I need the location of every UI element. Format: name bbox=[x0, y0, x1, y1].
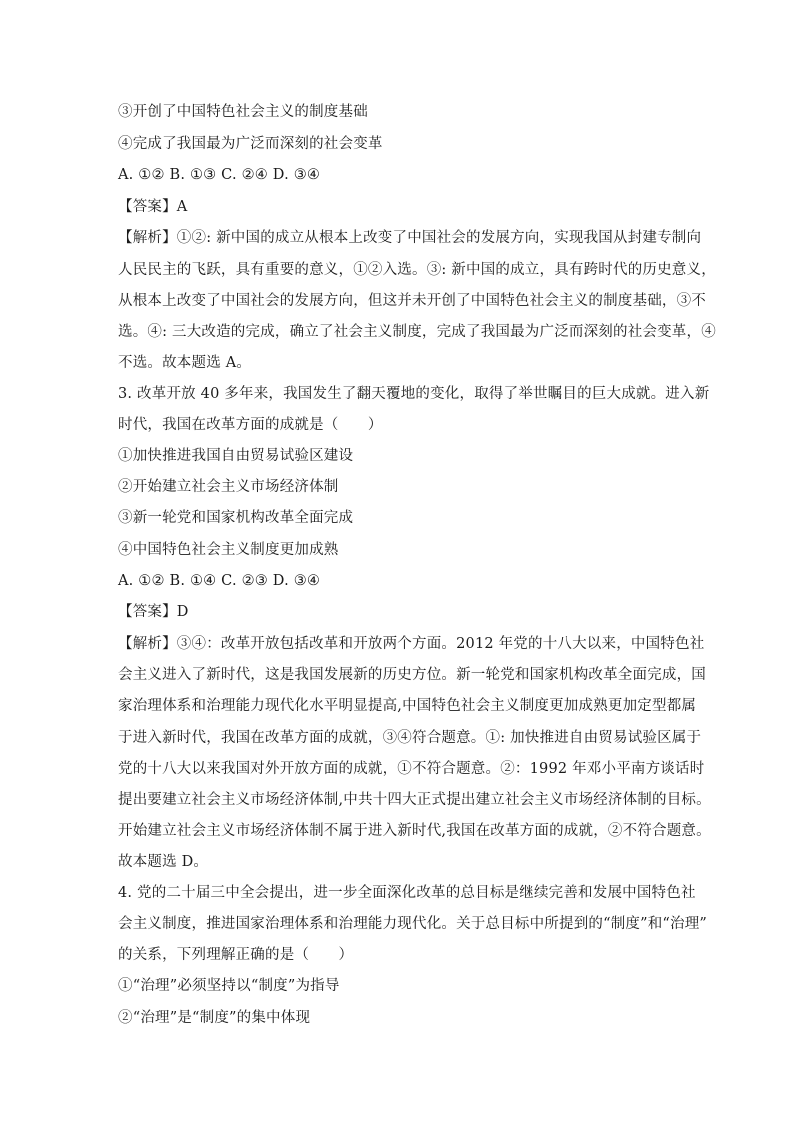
answer-choices: A. ①② B. ①③ C. ②④ D. ③④ bbox=[118, 167, 321, 183]
answer-label: 【答案】D bbox=[118, 604, 189, 620]
option-line: ①加快推进我国自由贸易试验区建设 bbox=[118, 448, 354, 464]
analysis-line: 提出要建立社会主义市场经济体制,中共十四大正式提出建立社会主义市场经济体制的目标。 bbox=[118, 792, 711, 808]
question-4-stem: 的关系，下列理解正确的是（ ） bbox=[118, 947, 354, 963]
option-3-line: ③开创了中国特色社会主义的制度基础 bbox=[118, 104, 368, 120]
question-3-stem: 时代，我国在改革方面的成就是（ ） bbox=[118, 417, 383, 433]
analysis-line: 于进入新时代，我国在改革方面的成就，③④符合题意。①: 加快推进自由贸易试验区属于 bbox=[118, 730, 702, 746]
option-4-line: ④完成了我国最为广泛而深刻的社会变革 bbox=[118, 136, 383, 152]
analysis-line: 【解析】③④：改革开放包括改革和开放两个方面。2012 年党的十八大以来，中国特色社 bbox=[118, 636, 705, 652]
question-3-stem: 3. 改革开放 40 多年来，我国发生了翻天覆地的变化，取得了举世瞩目的巨大成就。进入新 bbox=[118, 386, 710, 402]
question-4-stem: 4. 党的二十届三中全会提出，进一步全面深化改革的总目标是继续完善和发展中国特色社 bbox=[118, 885, 696, 901]
answer-choices: A. ①② B. ①④ C. ②③ D. ③④ bbox=[118, 573, 321, 589]
analysis-line: 开始建立社会主义市场经济体制不属于进入新时代,我国在改革方面的成就，②不符合题意。 bbox=[118, 823, 711, 839]
analysis-line: 选。④: 三大改造的完成，确立了社会主义制度，完成了我国最为广泛而深刻的社会变革，④ bbox=[118, 324, 716, 340]
option-line: ①“治理”必须坚持以“制度”为指导 bbox=[118, 978, 340, 994]
option-line: ④中国特色社会主义制度更加成熟 bbox=[118, 542, 339, 558]
analysis-line: 家治理体系和治理能力现代化水平明显提高,中国特色社会主义制度更加成熟更加定型都属 bbox=[118, 698, 697, 714]
analysis-line: 不选。故本题选 A。 bbox=[118, 355, 252, 371]
question-4-stem: 会主义制度，推进国家治理体系和治理能力现代化。关于总目标中所提到的“制度”和“治理” bbox=[118, 916, 708, 932]
analysis-line: 故本题选 D。 bbox=[118, 854, 209, 870]
analysis-line: 党的十八大以来我国对外开放方面的成就，①不符合题意。②：1992 年邓小平南方谈话时 bbox=[118, 761, 705, 777]
answer-label: 【答案】A bbox=[118, 199, 188, 215]
option-line: ②开始建立社会主义市场经济体制 bbox=[118, 479, 339, 495]
analysis-line: 人民民主的飞跃，具有重要的意义，①②入选。③: 新中国的成立，具有跨时代的历史意义， bbox=[118, 262, 716, 278]
analysis-line: 从根本上改变了中国社会的发展方向，但这并未开创了中国特色社会主义的制度基础，③不 bbox=[118, 293, 706, 309]
analysis-line: 【解析】①②: 新中国的成立从根本上改变了中国社会的发展方向，实现我国从封建专制向 bbox=[118, 230, 702, 246]
option-line: ②“治理”是“制度”的集中体现 bbox=[118, 1010, 311, 1026]
analysis-line: 会主义进入了新时代，这是我国发展新的历史方位。新一轮党和国家机构改革全面完成，国 bbox=[118, 667, 706, 683]
option-line: ③新一轮党和国家机构改革全面完成 bbox=[118, 510, 354, 526]
